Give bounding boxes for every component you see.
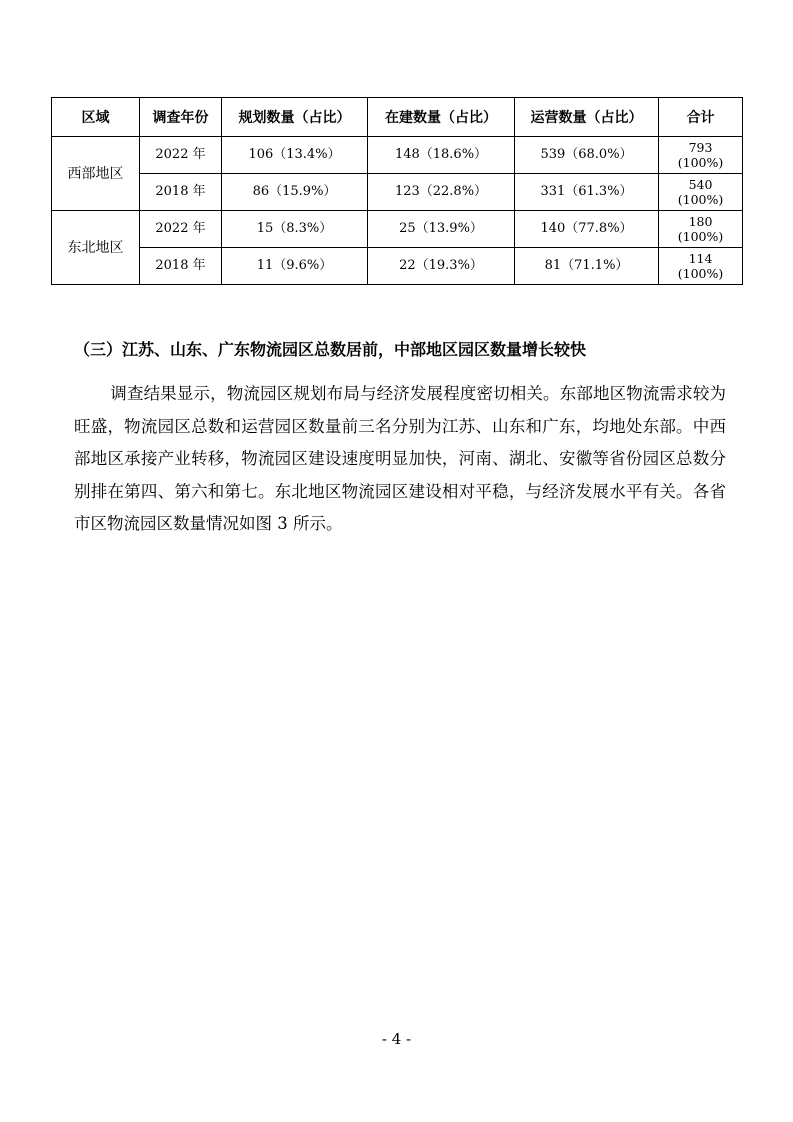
planned-cell: 106（13.4%） (222, 137, 368, 174)
year-cell: 2018 年 (140, 248, 222, 285)
total-cell (659, 248, 743, 285)
total-percent: (100%) (677, 155, 724, 170)
building-cell: 123（22.8%） (368, 174, 515, 211)
building-cell: 148（18.6%） (368, 137, 515, 174)
planned-cell: 11（9.6%） (222, 248, 368, 285)
table-row (52, 137, 743, 174)
header-building: 在建数量（占比） (368, 98, 515, 137)
total-value: 540 (688, 177, 713, 192)
planned-cell: 86（15.9%） (222, 174, 368, 211)
building-cell: 22（19.3%） (368, 248, 515, 285)
total-percent: (100%) (677, 266, 724, 281)
operating-cell: 539（68.0%） (515, 137, 659, 174)
year-cell: 2022 年 (140, 211, 222, 248)
total-cell (659, 211, 743, 248)
total-cell (659, 137, 743, 174)
header-operating: 运营数量（占比） (515, 98, 659, 137)
table-row (52, 211, 743, 248)
total-cell (659, 174, 743, 211)
total-value: 180 (688, 214, 713, 229)
operating-cell: 140（77.8%） (515, 211, 659, 248)
operating-cell: 81（71.1%） (515, 248, 659, 285)
table-row (52, 174, 743, 211)
table-row (52, 248, 743, 285)
total-percent: (100%) (677, 229, 724, 244)
header-planned: 规划数量（占比） (222, 98, 368, 137)
body-paragraph: 调查结果显示，物流园区规划布局与经济发展程度密切相关。东部地区物流需求较为旺盛，物流园区总数和运营园区数量前三名分别为江苏、山东和广东，均地处东部。中西部地区承接产业转移，物流园区建设速度明显加快，河南、湖北、安徽等省份园区总数分别排在第四、第六和第七。东北地区物流园区建设相对平稳，与经济发展水平有关。各省市区物流园区数量情况如图 3 所示。 (74, 384, 726, 533)
planned-cell: 15（8.3%） (222, 211, 368, 248)
total-value: 793 (688, 140, 713, 155)
region-cell: 西部地区 (52, 137, 140, 211)
statistics-table (51, 97, 743, 285)
header-total: 合计 (659, 98, 743, 137)
total-value: 114 (688, 251, 713, 266)
table-header-row (52, 98, 743, 137)
total-percent: (100%) (677, 192, 724, 207)
section-heading: （三）江苏、山东、广东物流园区总数居前，中部地区园区数量增长较快 (74, 340, 587, 359)
region-cell: 东北地区 (52, 211, 140, 285)
year-cell: 2018 年 (140, 174, 222, 211)
header-region: 区域 (52, 98, 140, 137)
page-number: - 4 - (381, 1030, 412, 1048)
header-year: 调查年份 (140, 98, 222, 137)
operating-cell: 331（61.3%） (515, 174, 659, 211)
building-cell: 25（13.9%） (368, 211, 515, 248)
year-cell: 2022 年 (140, 137, 222, 174)
